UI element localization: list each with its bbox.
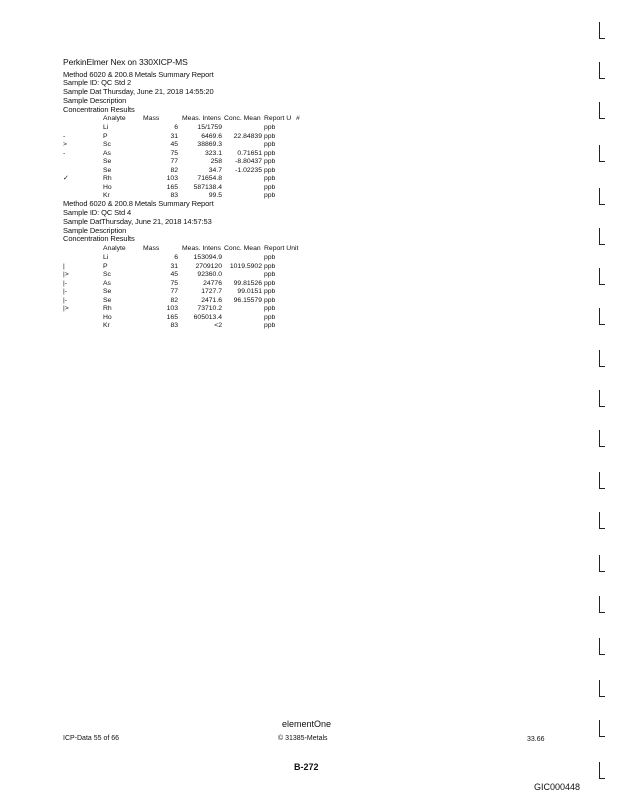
cell-unit: ppb bbox=[264, 149, 276, 157]
cell-mass: 83 bbox=[170, 192, 178, 199]
cell-unit: ppb bbox=[264, 141, 276, 148]
cell-intens: 34.7 bbox=[208, 166, 222, 174]
edge-mark bbox=[599, 596, 600, 612]
footer-right: 33.66 bbox=[527, 736, 545, 743]
method-line: Method 6020 & 200.8 Metals Summary Report bbox=[63, 70, 214, 79]
edge-mark bbox=[599, 430, 600, 446]
edge-mark bbox=[599, 638, 600, 654]
row-flag: |- bbox=[63, 288, 68, 295]
edge-mark bbox=[599, 228, 600, 244]
col-analyte: Analyte bbox=[103, 245, 126, 252]
cell-mass: 6 bbox=[174, 124, 178, 131]
sample-date: Sample DatThursday, June 21, 2018 14:57:53 bbox=[63, 217, 212, 226]
col-unit: Report U bbox=[264, 115, 292, 122]
cell-mass: 45 bbox=[170, 141, 178, 148]
cell-intens: 15/1759 bbox=[197, 124, 222, 131]
edge-mark bbox=[599, 161, 605, 162]
cell-intens: 2471.6 bbox=[201, 296, 222, 304]
method-line: Method 6020 & 200.8 Metals Summary Report bbox=[63, 199, 214, 208]
cell-analyte: Li bbox=[103, 254, 109, 261]
cell-mass: 82 bbox=[170, 296, 178, 304]
cell-analyte: As bbox=[103, 149, 111, 157]
sample-date: Sample Dat Thursday, June 21, 2018 14:55:20 bbox=[63, 87, 214, 96]
footer-left: ICP-Data 55 of 66 bbox=[63, 735, 120, 742]
cell-mass: 165 bbox=[166, 183, 178, 191]
cell-mass: 45 bbox=[170, 271, 178, 278]
edge-mark bbox=[599, 308, 600, 324]
cell-unit: ppb bbox=[264, 175, 276, 182]
cell-intens: 2709120 bbox=[195, 262, 222, 270]
cell-unit: ppb bbox=[264, 192, 276, 199]
section-heading: Concentration Results bbox=[63, 234, 135, 243]
cell-intens: 99.5 bbox=[208, 192, 222, 199]
cell-unit: ppb bbox=[264, 305, 276, 312]
col-mass: Mass bbox=[143, 245, 160, 252]
cell-conc: -8.80437 bbox=[235, 158, 262, 165]
cell-analyte: Rh bbox=[103, 305, 112, 312]
cell-unit: ppb bbox=[264, 296, 276, 304]
edge-mark bbox=[599, 390, 600, 406]
edge-mark bbox=[599, 762, 600, 778]
cell-mass: 77 bbox=[170, 288, 178, 295]
cell-mass: 31 bbox=[170, 132, 178, 140]
cell-analyte: As bbox=[103, 279, 111, 287]
cell-mass: 82 bbox=[170, 166, 178, 174]
cell-mass: 75 bbox=[170, 149, 178, 157]
edge-mark bbox=[599, 472, 600, 488]
page-number: B-272 bbox=[294, 762, 319, 772]
edge-mark bbox=[599, 512, 600, 528]
row-flag: | bbox=[63, 262, 65, 270]
cell-intens: 323.1 bbox=[204, 149, 222, 157]
edge-mark bbox=[599, 555, 600, 571]
col-intens: Meas. Intens bbox=[182, 115, 221, 122]
cell-intens: 24776 bbox=[203, 279, 222, 287]
edge-mark bbox=[599, 528, 605, 529]
cell-mass: 6 bbox=[174, 254, 178, 261]
edge-mark bbox=[599, 204, 605, 205]
sample-id: Sample ID: QC Std 2 bbox=[63, 78, 132, 87]
cell-conc: 99.0151 bbox=[237, 288, 262, 295]
edge-mark bbox=[599, 244, 605, 245]
bates-number: GIC000448 bbox=[534, 782, 581, 792]
edge-mark bbox=[599, 366, 605, 367]
edge-mark bbox=[599, 406, 605, 407]
instrument-title: PerkinElmer Nex on 330XICP-MS bbox=[63, 57, 188, 67]
sample-description: Sample Description bbox=[63, 226, 127, 235]
cell-conc: -1.02235 bbox=[235, 166, 262, 174]
edge-mark bbox=[599, 350, 600, 366]
cell-mass: 75 bbox=[170, 279, 178, 287]
col-count: # bbox=[296, 115, 300, 122]
cell-intens: 38869.3 bbox=[197, 141, 222, 148]
edge-mark bbox=[599, 488, 605, 489]
footer-center: © 31385-Metals bbox=[278, 735, 328, 742]
edge-mark bbox=[599, 284, 605, 285]
cell-analyte: Rh bbox=[103, 175, 112, 182]
cell-analyte: Se bbox=[103, 166, 112, 174]
cell-analyte: Kr bbox=[103, 322, 110, 329]
cell-analyte: Sc bbox=[103, 141, 111, 148]
row-flag: > bbox=[63, 141, 67, 148]
cell-conc: 96.15579 bbox=[233, 296, 262, 304]
cell-intens: 1727.7 bbox=[201, 288, 222, 295]
edge-mark bbox=[599, 612, 605, 613]
cell-conc: 1019.5902 bbox=[229, 262, 262, 270]
col-conc: Conc. Mean bbox=[224, 115, 261, 122]
edge-mark bbox=[599, 78, 605, 79]
cell-unit: ppb bbox=[264, 166, 276, 174]
cell-analyte: Ho bbox=[103, 313, 112, 321]
cell-unit: ppb bbox=[264, 288, 276, 295]
edge-mark bbox=[599, 38, 605, 39]
col-analyte: Analyte bbox=[103, 115, 126, 122]
row-flag: |> bbox=[63, 271, 69, 278]
cell-conc: 22.84839 bbox=[233, 132, 262, 140]
cell-mass: 165 bbox=[166, 313, 178, 321]
row-flag: |- bbox=[63, 279, 68, 287]
cell-intens: 258 bbox=[210, 158, 222, 165]
cell-analyte: P bbox=[103, 262, 108, 270]
section-heading: Concentration Results bbox=[63, 105, 135, 114]
cell-analyte: Li bbox=[103, 124, 109, 131]
edge-mark bbox=[599, 736, 605, 737]
row-flag: ✓ bbox=[63, 175, 69, 182]
cell-unit: ppb bbox=[264, 254, 276, 261]
cell-intens: 71654.8 bbox=[197, 175, 222, 182]
edge-mark bbox=[599, 145, 600, 161]
cell-mass: 83 bbox=[170, 322, 178, 329]
row-flag: - bbox=[63, 149, 66, 157]
cell-mass: 77 bbox=[170, 158, 178, 165]
cell-unit: ppb bbox=[264, 183, 276, 191]
cell-unit: ppb bbox=[264, 262, 276, 270]
cell-intens: 6469.6 bbox=[201, 132, 222, 140]
sample-id: Sample ID: QC Std 4 bbox=[63, 208, 132, 217]
col-intens: Meas. Intens bbox=[182, 245, 221, 252]
cell-unit: ppb bbox=[264, 279, 276, 287]
cell-analyte: Se bbox=[103, 296, 112, 304]
cell-intens: 587138.4 bbox=[193, 183, 222, 191]
cell-mass: 31 bbox=[170, 262, 178, 270]
edge-mark bbox=[599, 720, 600, 736]
row-flag: - bbox=[63, 132, 66, 140]
cell-mass: 103 bbox=[166, 305, 178, 312]
cell-unit: ppb bbox=[264, 124, 276, 131]
row-flag: |- bbox=[63, 296, 68, 304]
cell-intens: 153094.9 bbox=[193, 254, 222, 261]
cell-unit: ppb bbox=[264, 313, 276, 321]
col-conc: Conc. Mean bbox=[224, 245, 261, 252]
cell-unit: ppb bbox=[264, 158, 276, 165]
cell-intens: 92360.0 bbox=[197, 271, 222, 278]
cell-mass: 103 bbox=[166, 175, 178, 182]
edge-mark bbox=[599, 62, 600, 78]
edge-mark bbox=[599, 696, 605, 697]
col-unit: Report Unit bbox=[264, 245, 299, 252]
edge-mark bbox=[599, 654, 605, 655]
col-mass: Mass bbox=[143, 115, 160, 122]
cell-conc: 0.71651 bbox=[237, 149, 262, 157]
edge-mark bbox=[599, 268, 600, 284]
edge-mark bbox=[599, 571, 605, 572]
edge-mark bbox=[599, 118, 605, 119]
cell-analyte: Se bbox=[103, 158, 112, 165]
cell-intens: <2 bbox=[214, 322, 222, 329]
cell-conc: 99.81526 bbox=[233, 279, 262, 287]
cell-intens: 73710.2 bbox=[197, 305, 222, 312]
sample-description: Sample Description bbox=[63, 96, 127, 105]
cell-unit: ppb bbox=[264, 132, 276, 140]
cell-analyte: Kr bbox=[103, 192, 110, 199]
cell-intens: 605013.4 bbox=[193, 313, 222, 321]
edge-mark bbox=[599, 188, 600, 204]
cell-unit: ppb bbox=[264, 271, 276, 278]
edge-mark bbox=[599, 102, 600, 118]
edge-mark bbox=[599, 778, 605, 779]
cell-analyte: Sc bbox=[103, 271, 111, 278]
cell-analyte: Se bbox=[103, 288, 112, 295]
cell-analyte: Ho bbox=[103, 183, 112, 191]
edge-mark bbox=[599, 22, 600, 38]
edge-mark bbox=[599, 324, 605, 325]
edge-mark bbox=[599, 446, 605, 447]
brand-name: elementOne bbox=[282, 719, 332, 729]
cell-analyte: P bbox=[103, 132, 108, 140]
edge-mark bbox=[599, 680, 600, 696]
cell-unit: ppb bbox=[264, 322, 276, 329]
row-flag: |> bbox=[63, 305, 69, 312]
